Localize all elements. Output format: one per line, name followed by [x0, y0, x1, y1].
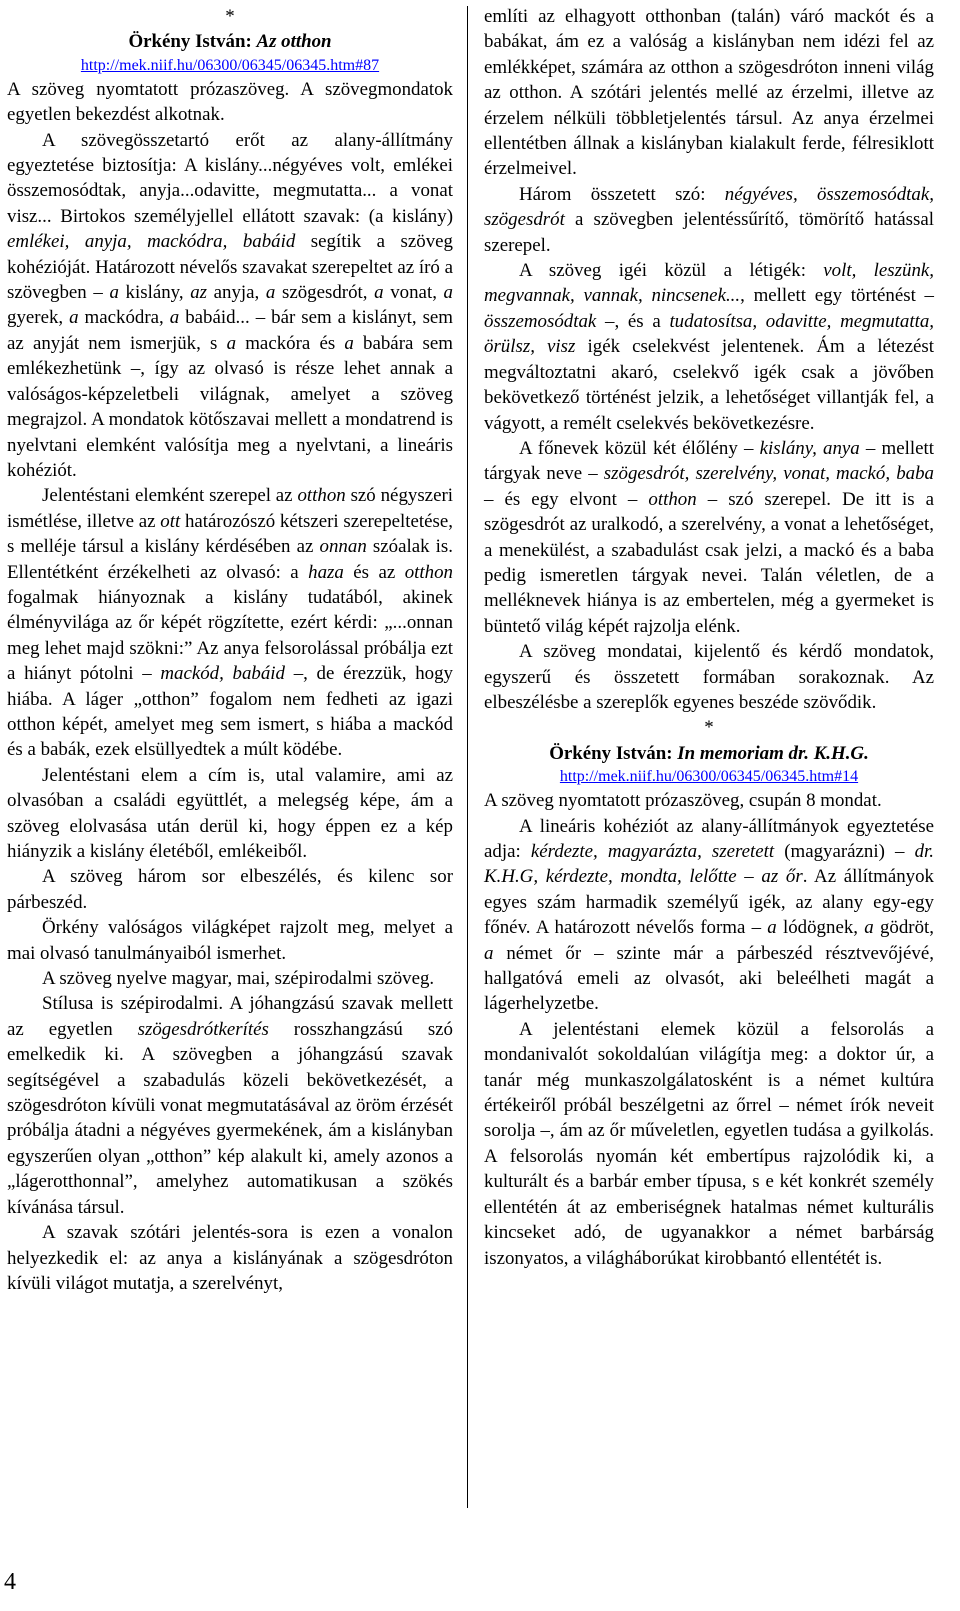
right-column [484, 4, 934, 1271]
paragraph: A főnevek közül két élőlény – kislány, anya – mellett tárgyak neve – szögesdrót, szerelvény, vonat, mackó, baba – és egy elvont – otthon – szó szerepel. De itt is a szögesdrót az uralkodó, a szerelvény, a vonat a lehetőséget, a menekülést, a szabadulást csak jelzi, a mackó és a baba pedig ismeretlen tárgyak nevei. Talán véletlen, de a melléknevek hiánya is az embertelen, még a gyermeket is büntető világ képét rajzolja elénk. [484, 437, 934, 637]
paragraph: Jelentéstani elem a cím is, utal valamire, ami az olvasóban a családi együttlét, a melegség képe, ám a szöveg elolvasása után derül ki, hogy éppen ez a kép hiányzik a kislány életéből, emlékeiből. [7, 764, 453, 862]
paragraph: A lineáris kohéziót az alany-állítmányok egyeztetése adja: kérdezte, magyarázta, szeretett (magyarázni) – dr. K.H.G, kérdezte, mondta, lelőtte – az őr. Az állítmányok egyes szám harmadik személyű igék, az alany egy-egy főnév. A határozott névelős forma – a lódögnek, a gödröt, a német őr – szinte már a párbeszéd résztvevőjévé, hallgatóvá emeli az olvasót, aki beleélheti magát a lágerhelyzetbe. [484, 815, 934, 1015]
paragraph: A szöveg nyelve magyar, mai, szépirodalmi szöveg. [42, 968, 435, 990]
paragraph: A szöveg három sor elbeszélés, és kilenc sor párbeszéd. [7, 866, 453, 913]
paragraph: említi az elhagyott otthonban (talán) váró mackót és a babákat, ám ez a valóság a kislányban nem idézi fel az emlékképet, számára az otthon a szögesdróton inneni világ az otthon. A szótári jelentés mellé az érzelmi, illetve az érzelem nélküli többletjelentés társul. Az anya érzelmei ellentétben állnak a kislányban kialakult ferde, félresiklott érzelmeivel. [484, 6, 934, 180]
section-separator: * [225, 6, 235, 27]
paragraph: A szövegösszetartó erőt az alany-állítmány egyeztetése biztosítja: A kislány...négyéves volt, emlékei összemosódtak, anyja...odavitte, megmutatta... a vonat visz... Birtokos személyjellel ellátott szavak: (a kislány) emlékei, anyja, mackódra, babáid segítik a szöveg kohézióját. Határozott névelős szavakat szerepeltet az író a szövegben – a kislány, az anyja, a szögesdrót, a vonat, a gyerek, a mackódra, a babáid... – bár sem a kislányt, sem az anyját nem ismerjük, s a mackóra és a babára sem emlékezhetünk –, így az olvasó is része lehet annak a valóságos-képzeletbeli világnak, amelyet a szöveg megrajzol. A mondatok kötőszavai mellett a mondatrend is nyelvtani elemként valósítja meg a nyelvtani, a lineáris kohéziót. [7, 129, 453, 481]
title-author: Örkény István: [128, 31, 257, 53]
title-work: In memoriam dr. K.H.G. [677, 742, 869, 764]
section-title [7, 29, 453, 54]
column-divider [467, 6, 468, 1508]
paragraph: A szöveg nyomtatott prózaszöveg. A szövegmondatok egyetlen bekezdést alkotnak. [7, 78, 453, 126]
paragraph: A szöveg nyomtatott prózaszöveg, csupán 8 mondat. [484, 790, 882, 812]
paragraph: Három összetett szó: négyéves, összemosódtak, szögesdrót a szövegben jelentéssűrítő, tömörítő hatással szerepel. [484, 183, 934, 256]
section-separator: * [704, 717, 714, 739]
source-link[interactable]: http://mek.niif.hu/06300/06345/06345.htm#87 [80, 56, 380, 74]
page-number: 4 [4, 1569, 16, 1595]
section-title [484, 741, 934, 766]
title-work: Az otthon [256, 31, 332, 53]
paragraph: A jelentéstani elemek közül a felsorolás a mondanivalót sokoldalúan világítja meg: a doktor úr, a tanár még munkaszolgálatosként is a német kultúra értékeiről próbál beszélgetni az őrrel – német írók neveit sorolja –, ám az őr műveletlen, egyetlen tudása a gyilkolás. A felsorolás nyomán két embertípus rajzolódik ki, a kulturált és a barbár ember típusa, s e két konkrét személy ellentétén át az emberiségnek hatalmas német kulturális kincseket adó, de ugyanakkor a német barbárság iszonyatos, a világháborúkat kirobbantó ellentétét is. [484, 1018, 934, 1269]
paragraph: Örkény valóságos világképet rajzolt meg, melyet a mai olvasó tanulmányaiból ismerhet. [7, 917, 453, 964]
paragraph: A szöveg igéi közül a létigék: volt, leszünk, megvannak, vannak, nincsenek..., mellett egy történést – összemosódtak –, és a tudatosítsa, odavitte, megmutatta, örülsz, visz igék cselekvést jelentenek. Ám a létezést megváltoztatni akaró, cselekvő igék csak a jövőben bekövetkező történést jelzik, a lehetőséget villantják fel, a vágyott, a remélt cselekvés bekövetkezésre. [484, 260, 935, 434]
left-column [7, 4, 453, 1296]
paragraph: Stílusa is szépirodalmi. A jóhangzású szavak mellett az egyetlen szögesdrótkerítés rosszhangzású szó emelkedik ki. A szövegben a jóhangzású szavak segítségével a szabadulás közeli bekövetkezését, a szögesdróton kívüli vonat megmutatásával az öröm érzését próbálja átadni a négyéves gyermekének, ám a kislányban egyszerűen olyan „otthon” kép alakult ki, amely azonos a „lágerotthonnal”, amelyhez automatikusan a szökés kívánása társul. [7, 993, 453, 1218]
title-author: Örkény István: [549, 742, 678, 764]
source-link[interactable]: http://mek.niif.hu/06300/06345/06345.htm#14 [559, 768, 859, 786]
paragraph: A szavak szótári jelentés-sora is ezen a vonalon helyezkedik el: az anya a kislányának a szögesdróton kívüli világot mutatja, a szerelvényt, [7, 1222, 453, 1294]
paragraph: Jelentéstani elemként szerepel az otthon szó négyszeri ismétlése, illetve az ott határozószó kétszeri szerepeltetése, s melléje társul a kislány kérdésében az onnan szóalak is. Ellentétként érzékelheti az olvasó: a haza és az otthon fogalmak hiányoznak a kislány tudatából, akinek élményvilága az őr képét rögzítette, ezért kérdi: „...onnan meg lehet majd szökni:” Az anya felsorolással próbálja ezt a hiányt pótolni – mackód, babáid –, de érezzük, hogy hiába. A láger „otthon” fogalom nem fedheti az igazi otthon képét, amelyet meg sem ismert, s hiába a mackód és a babák, ezek elsüllyedtek a múlt ködébe. [7, 485, 453, 761]
paragraph: A szöveg mondatai, kijelentő és kérdő mondatok, egyszerű és összetett formában sorakoznak. Az elbeszélésbe a szereplők egyenes beszéde szövődik. [484, 641, 934, 713]
